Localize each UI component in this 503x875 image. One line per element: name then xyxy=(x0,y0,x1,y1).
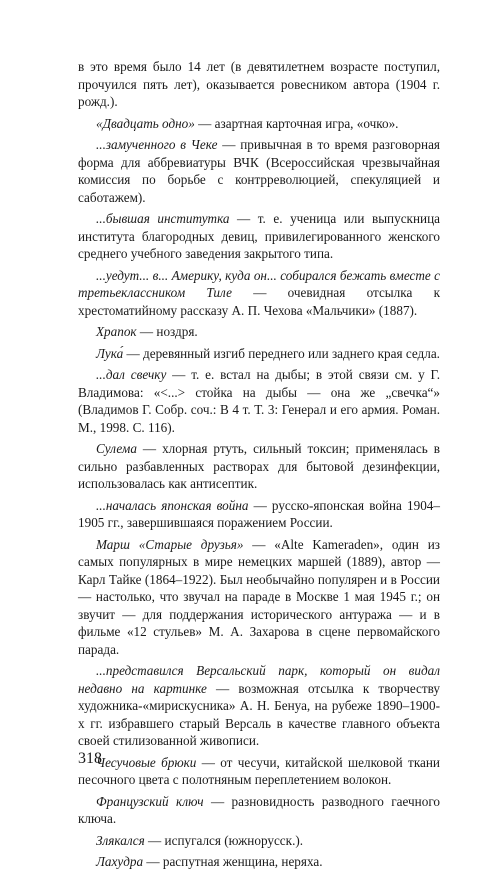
entry-headword: Марш «Старые друзья» xyxy=(96,536,244,552)
entry xyxy=(78,662,440,750)
entry-text: — «Alte Kameraden», один из самых популярных в мире немецких маршей (1889), автор — Карл Тайке (1864–1922). Был необычайно популярен и в России — настолько, что звучал на параде в Москве 1 мая 1945 г.; он звучит — для поддержания исторического антуража — и в фильме «12 стульев» М. А. Захарова в сцене первомайского парада. xyxy=(78,536,440,657)
entry-headword: Чесучовые брюки xyxy=(96,754,197,770)
entry-text: — от чесучи, китайской шелковой ткани песочного цвета с полотняным переплетением волокон. xyxy=(78,754,440,787)
entry-headword: «Двадцать одно» xyxy=(96,115,195,131)
entry xyxy=(78,366,440,436)
entry-text: в это время было 14 лет (в девятилетнем возрасте поступил, прочуился пять лет), оказывается ровесником автора (1904 г. рожд.). xyxy=(78,59,440,109)
entry-text: — азартная карточная игра, «очко». xyxy=(194,115,399,131)
entry-continuation xyxy=(78,58,440,111)
entry-headword: Храпок xyxy=(96,324,137,339)
entry xyxy=(78,267,440,320)
entry xyxy=(78,136,440,206)
entry-headword: ...дал свечку xyxy=(96,367,167,382)
entry-text: — возможная отсылка к творчеству художника-«мирискусника» А. Н. Бенуа, на рубеже 1890–1900-х гг. избравшего старый Версаль в качестве главного объекта своей стилизованной живописи. xyxy=(78,680,440,748)
entry xyxy=(78,497,440,532)
entry-headword: ...замученного в Чеке xyxy=(96,137,218,152)
entry-text: — разновидность разводного гаечного ключа. xyxy=(78,793,440,826)
entry xyxy=(78,536,440,659)
entry-headword: Французский ключ xyxy=(96,793,204,809)
entry-text: — привычная в то время разговорная форма для аббревиатуры ВЧК (Всероссийская чрезвычайная комиссия по борьбе с контрреволюцией, спекуляцией и саботажем). xyxy=(78,137,440,205)
dictionary-page xyxy=(78,58,440,875)
entry-text: — очевидная отсылка к хрестоматийному рассказу А. П. Чехова «Мальчики» (1887). xyxy=(78,285,440,318)
entry-text: — ноздря. xyxy=(136,324,198,339)
entry-text: — хлорная ртуть, сильный токсин; применялась в сильно разбавленных растворах для бытовой дезинфекции, использовалась как антисептик. xyxy=(78,441,440,491)
entry xyxy=(78,832,440,850)
entry-text: — распутная женщина, неряха. xyxy=(143,854,323,869)
entry-headword: ...уедут... в... Америку, куда он... собирался бежать вместе с третьеклассником Тиле xyxy=(78,267,440,300)
entry-headword: ...началась японская война xyxy=(96,497,249,513)
entry xyxy=(78,754,440,789)
entry-text: — деревянный изгиб переднего или заднего края седла. xyxy=(123,345,440,361)
entry-headword: ...представился Версальский парк, который он видал недавно на картинке xyxy=(78,663,440,696)
entry-headword: Сулема xyxy=(96,441,137,456)
entry-headword: ...бывшая институтка xyxy=(96,211,230,226)
entry-headword: Лахудра xyxy=(96,854,144,869)
entry-text: — т. е. ученица или выпускница института благородных девиц, привилегированного женского среднего учебного заведения закрытого типа. xyxy=(78,211,440,261)
entry xyxy=(78,853,440,871)
entry-text: — русско-японская война 1904–1905 гг., завершившаяся поражением России. xyxy=(78,497,440,530)
entry xyxy=(78,115,440,133)
entry-headword: Злякался xyxy=(96,832,145,848)
entry-text: — т. е. встал на дыбы; в этой связи см. у Г. Владимова: «<...> стойка на дыбы — она же „свечка“» (Владимов Г. Собр. соч.: В 4 т. Т. 3: Генерал и его армия. Роман. М., 1998. С. 116). xyxy=(78,367,440,435)
entry xyxy=(78,793,440,828)
entry xyxy=(78,345,440,363)
entry xyxy=(78,323,440,341)
entry xyxy=(78,440,440,493)
page-number: 318 xyxy=(78,750,102,767)
entry-text: — испугался (южнорусск.). xyxy=(144,832,304,848)
entry xyxy=(78,210,440,263)
entry-headword: Лука́ xyxy=(96,345,124,361)
